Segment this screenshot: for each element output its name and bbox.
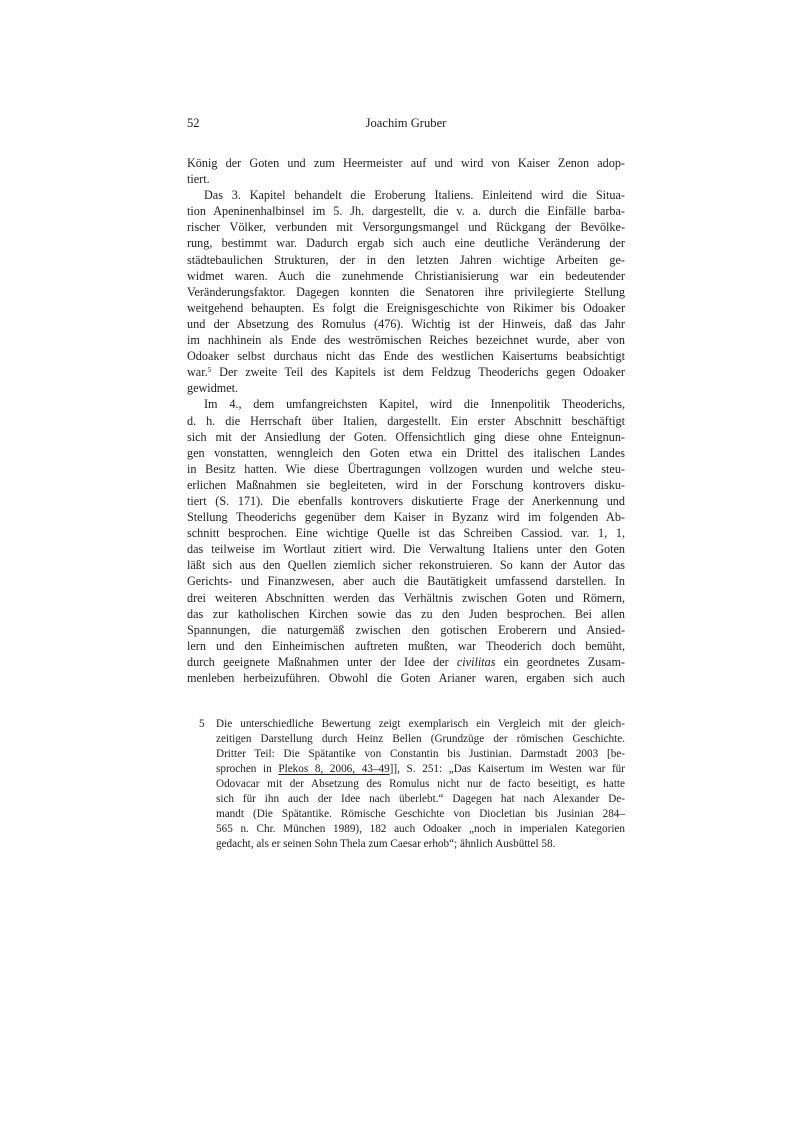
- text-line: in Besitz hatten. Wie diese Übertragungen vollzogen wurden und welche steu-: [187, 461, 625, 476]
- footnote-text: [216, 717, 625, 852]
- text-line: Gerichts- und Finanzwesen, aber auch die Bautätigkeit umfassend darstellen. In: [187, 574, 625, 589]
- text-line: tion Apeninenhalbinsel im 5. Jh. dargestellt, die v. a. durch die Einfälle barba-: [187, 204, 625, 219]
- text-line: weitgehend behaupten. Es folgt die Ereignisgeschichte von Rikimer bis Odoaker: [187, 300, 625, 315]
- text-line: Veränderungsfaktor. Dagegen konnten die Senatoren ihre privilegierte Stellung: [187, 284, 625, 299]
- latin-term: civilitas: [456, 654, 496, 669]
- paragraph: [187, 396, 625, 686]
- footnote-ref[interactable]: 5: [207, 365, 212, 375]
- paragraph: [187, 187, 625, 396]
- footnote-line: Die unterschiedliche Bewertung zeigt exemplarisch ein Vergleich mit der gleich-: [216, 718, 625, 731]
- footnote-line: Dritter Teil: Die Spätantike von Constantin bis Justinian. Darmstadt 2003 [be-: [216, 748, 625, 761]
- text-line: tiert.: [187, 172, 210, 187]
- text-line: das zur katholischen Kirchen sowie das zu den Juden besprochen. Bei allen: [187, 606, 625, 621]
- text-line: schnitt besprochen. Eine wichtige Quelle ist das Schreiben Cassiod. var. 1, 1,: [187, 526, 625, 541]
- footnote-line: mandt (Die Spätantike. Römische Geschichte von Diocletian bis Jusinian 284–: [216, 808, 625, 821]
- text-line: läßt sich aus den Quellen ziemlich sicher rekonstruieren. So kann der Autor das: [187, 558, 625, 573]
- text-line: Das 3. Kapitel behandelt die Eroberung Italiens. Einleitend wird die Situa-: [204, 188, 625, 203]
- text-line: König der Goten und zum Heermeister auf und wird von Kaiser Zenon adop-: [187, 156, 625, 170]
- text-line: gen vonstatten, wenngleich den Goten etwa ein Drittel des italischen Landes: [187, 445, 625, 460]
- text-line: Stellung Theoderichs gegenüber dem Kaiser in Byzanz wird im folgenden Ab-: [187, 510, 625, 525]
- footnote-line: Odovacar mit der Absetzung des Romulus nicht nur de facto beseitigt, es hatte: [216, 778, 625, 791]
- footnote: [187, 717, 625, 852]
- footnote-number: 5: [199, 718, 205, 731]
- footnote-line: zeitigen Darstellung durch Heinz Bellen (Grundzüge der römischen Geschichte.: [216, 733, 625, 746]
- text-line: städtebaulichen Strukturen, der in den letzten Jahren wichtige Arbeiten ge-: [187, 252, 625, 267]
- text-line: widmet waren. Auch die zunehmende Christianisierung war ein bedeutender: [187, 268, 625, 283]
- text-block: [187, 115, 625, 852]
- paragraph: [187, 155, 625, 187]
- footnote-line: gedacht, als er seinen Sohn Thela zum Caesar erhob“; ähnlich Ausbüttel 58.: [216, 838, 556, 851]
- text-line: im nachhinein als Ende des weströmischen Reiches bezeichnet wurde, aber von: [187, 333, 625, 348]
- text-line: durch geeignete Maßnahmen unter der Idee der civilitas ein geordnetes Zusam-: [187, 654, 625, 669]
- text-line: sich mit der Ansiedlung der Goten. Offensichtlich ging diese ohne Enteignun-: [187, 429, 625, 444]
- page-header: [187, 115, 625, 131]
- text-line: rischer Völker, verbunden mit Versorgungsmangel und Rückgang der Bevölke-: [187, 220, 625, 235]
- footnote-line: sprochen in Plekos 8, 2006, 43–49]], S. 251: „Das Kaisertum im Westen war für: [216, 763, 625, 776]
- text-line: war.$^5$ Der zweite Teil des Kapitels ist dem Feldzug Theoderichs gegen Odoaker: [187, 365, 625, 380]
- page-number: 52: [187, 116, 200, 130]
- text-line: gewidmet.: [187, 381, 239, 396]
- text-line: Spannungen, die naturgemäß zwischen den gotischen Eroberern und Ansied-: [187, 622, 625, 637]
- footnote-line: sich für ihn auch der Idee nach überlebt.“ Dagegen hat nach Alexander De-: [216, 793, 625, 806]
- text-line: lern und den Einheimischen auftreten mußten, war Theoderich doch bemüht,: [187, 638, 625, 653]
- plekos-link[interactable]: Plekos 8, 2006, 43–49: [278, 763, 390, 776]
- text-line: drei weiteren Abschnitten werden das Verhältnis zwischen Goten und Römern,: [187, 590, 625, 605]
- text-line: d. h. die Herrschaft über Italien, dargestellt. Ein erster Abschnitt beschäftigt: [187, 413, 625, 428]
- text-line: rung, bestimmt war. Dadurch ergab sich auch eine deutliche Veränderung der: [187, 236, 625, 251]
- text-line: das teilweise im Wortlaut zitiert wird. Die Verwaltung Italiens unter den Goten: [187, 542, 625, 557]
- footnote-line: 565 n. Chr. München 1989), 182 auch Odoaker „noch in imperialen Kategorien: [216, 823, 625, 836]
- text-line: Odoaker selbst durchaus nicht das Ende des westlichen Kaisertums beabsichtigt: [187, 349, 625, 364]
- text-line: Im 4., dem umfangreichsten Kapitel, wird die Innenpolitik Theoderichs,: [204, 397, 625, 412]
- text-line: tiert (S. 171). Die ebenfalls kontrovers diskutierte Frage der Anerkennung und: [187, 493, 625, 508]
- body-text: [187, 155, 625, 686]
- text-line: und der Absetzung des Romulus (476). Wichtig ist der Hinweis, daß das Jahr: [187, 316, 625, 331]
- text-line: erlichen Maßnahmen sie begleiteten, wird in der Forschung kontrovers disku-: [187, 477, 625, 492]
- running-head: Joachim Gruber: [365, 116, 447, 130]
- text-line: menleben herbeizuführen. Obwohl die Goten Arianer waren, ergaben sich auch: [187, 671, 625, 685]
